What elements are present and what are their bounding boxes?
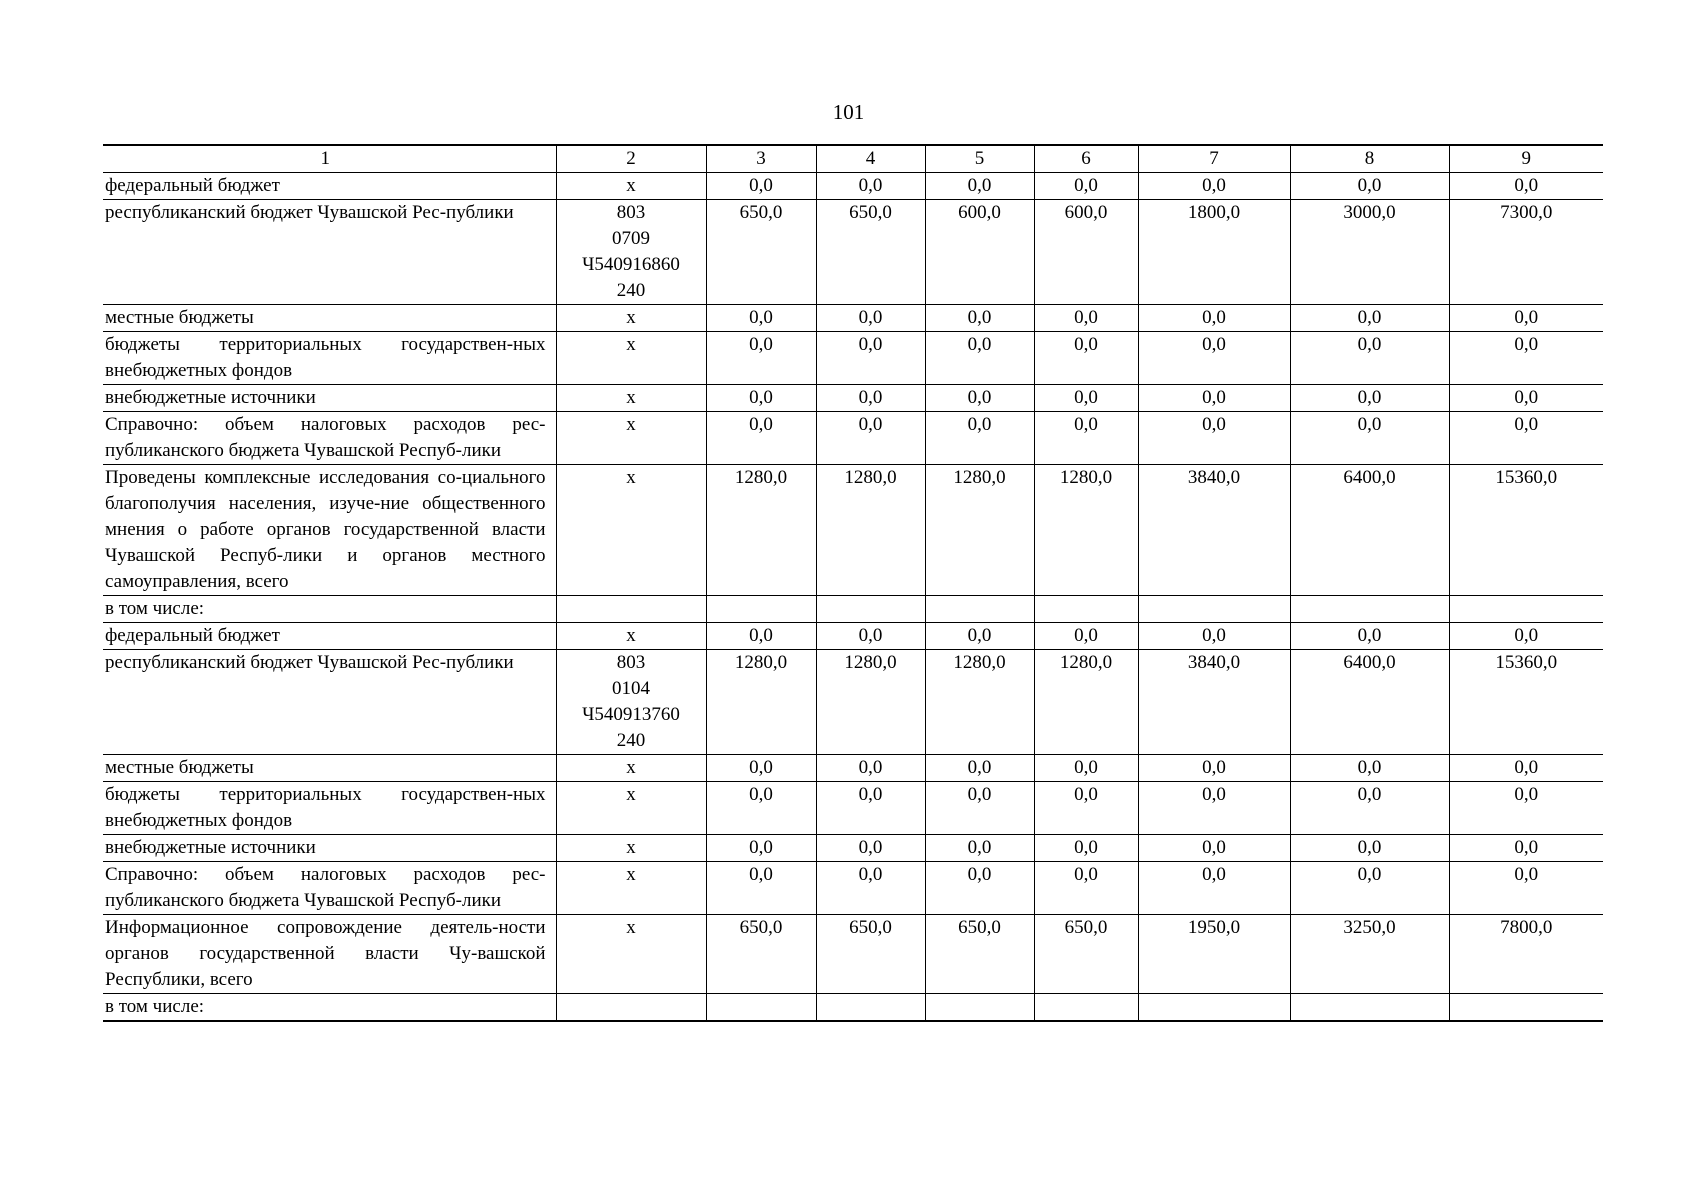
table-row	[103, 835, 1603, 862]
value-cell-col-8: 0,0	[1290, 782, 1449, 835]
value-cell-col-7: 0,0	[1138, 835, 1290, 862]
value-cell-col-5: 0,0	[925, 412, 1034, 465]
page-number: 101	[832, 100, 865, 124]
column-header-2: 2	[556, 145, 706, 173]
budget-code	[556, 305, 706, 332]
value-cell-col-6: 0,0	[1034, 755, 1138, 782]
value-cell-col-9: 0,0	[1449, 755, 1603, 782]
value-cell-col-8: 0,0	[1290, 835, 1449, 862]
column-header-6: 6	[1034, 145, 1138, 173]
value-cell-col-4: 0,0	[816, 332, 925, 385]
value-cell-col-6: 0,0	[1034, 623, 1138, 650]
value-cell-col-6: 0,0	[1034, 173, 1138, 200]
budget-code	[556, 623, 706, 650]
value-cell-col-4: 0,0	[816, 623, 925, 650]
value-cell-col-5: 0,0	[925, 835, 1034, 862]
value-cell-col-7	[1138, 994, 1290, 1022]
row-label: в том числе:	[103, 994, 556, 1022]
budget-code-line: x	[626, 837, 636, 858]
budget-code-line: 0709	[612, 228, 650, 249]
value-cell-col-9: 0,0	[1449, 332, 1603, 385]
value-cell-col-8: 0,0	[1290, 305, 1449, 332]
table-row	[103, 994, 1603, 1022]
table-row	[103, 385, 1603, 412]
table-row	[103, 782, 1603, 835]
value-cell-col-5: 1280,0	[925, 465, 1034, 596]
table-row	[103, 412, 1603, 465]
budget-code-line: 240	[616, 730, 646, 751]
value-cell-col-3: 0,0	[706, 835, 816, 862]
value-cell-col-5: 0,0	[925, 305, 1034, 332]
table-row	[103, 305, 1603, 332]
value-cell-col-9: 0,0	[1449, 173, 1603, 200]
value-cell-col-8	[1290, 994, 1449, 1022]
value-cell-col-6	[1034, 994, 1138, 1022]
budget-table	[103, 144, 1603, 1022]
column-header-9: 9	[1449, 145, 1603, 173]
value-cell-col-3: 0,0	[706, 305, 816, 332]
row-label: Информационное сопровождение деятель-ности органов государственной власти Чу-вашской Республики, всего	[103, 915, 556, 994]
value-cell-col-4: 650,0	[816, 200, 925, 305]
value-cell-col-5: 650,0	[925, 915, 1034, 994]
value-cell-col-8: 6400,0	[1290, 650, 1449, 755]
value-cell-col-5: 0,0	[925, 755, 1034, 782]
value-cell-col-9: 0,0	[1449, 305, 1603, 332]
value-cell-col-6: 650,0	[1034, 915, 1138, 994]
value-cell-col-4: 0,0	[816, 173, 925, 200]
value-cell-col-7: 0,0	[1138, 755, 1290, 782]
table-row	[103, 915, 1603, 994]
value-cell-col-3: 1280,0	[706, 465, 816, 596]
value-cell-col-3: 650,0	[706, 200, 816, 305]
value-cell-col-6: 0,0	[1034, 412, 1138, 465]
row-label: местные бюджеты	[103, 305, 556, 332]
column-header-5: 5	[925, 145, 1034, 173]
budget-code	[556, 782, 706, 835]
value-cell-col-3: 0,0	[706, 385, 816, 412]
budget-code-line: x	[626, 757, 636, 778]
value-cell-col-6: 0,0	[1034, 782, 1138, 835]
table-row	[103, 862, 1603, 915]
value-cell-col-6	[1034, 596, 1138, 623]
value-cell-col-3: 0,0	[706, 782, 816, 835]
budget-code-line: x	[626, 307, 636, 328]
value-cell-col-4: 0,0	[816, 862, 925, 915]
value-cell-col-5: 0,0	[925, 173, 1034, 200]
value-cell-col-5: 1280,0	[925, 650, 1034, 755]
header-row	[103, 145, 1603, 173]
table-row	[103, 200, 1603, 305]
value-cell-col-7: 0,0	[1138, 412, 1290, 465]
budget-code	[556, 385, 706, 412]
value-cell-col-7: 0,0	[1138, 385, 1290, 412]
row-label: бюджеты территориальных государствен-ных внебюджетных фондов	[103, 332, 556, 385]
budget-code	[556, 596, 706, 623]
value-cell-col-3	[706, 994, 816, 1022]
value-cell-col-4: 0,0	[816, 755, 925, 782]
budget-code-line: x	[626, 864, 636, 885]
row-label: республиканский бюджет Чувашской Рес-публики	[103, 200, 556, 305]
value-cell-col-9: 7300,0	[1449, 200, 1603, 305]
value-cell-col-6: 600,0	[1034, 200, 1138, 305]
value-cell-col-6: 0,0	[1034, 385, 1138, 412]
value-cell-col-7: 0,0	[1138, 332, 1290, 385]
value-cell-col-8: 0,0	[1290, 623, 1449, 650]
value-cell-col-4: 0,0	[816, 835, 925, 862]
value-cell-col-6: 1280,0	[1034, 465, 1138, 596]
budget-code	[556, 915, 706, 994]
value-cell-col-4: 0,0	[816, 385, 925, 412]
value-cell-col-7: 0,0	[1138, 305, 1290, 332]
value-cell-col-4	[816, 994, 925, 1022]
budget-code-line: x	[626, 467, 636, 488]
value-cell-col-9: 0,0	[1449, 385, 1603, 412]
value-cell-col-6: 0,0	[1034, 332, 1138, 385]
budget-code	[556, 465, 706, 596]
budget-code-line: 240	[616, 280, 646, 301]
value-cell-col-8: 0,0	[1290, 412, 1449, 465]
value-cell-col-7: 0,0	[1138, 173, 1290, 200]
value-cell-col-8: 0,0	[1290, 755, 1449, 782]
column-header-7: 7	[1138, 145, 1290, 173]
value-cell-col-5	[925, 994, 1034, 1022]
row-label: Справочно: объем налоговых расходов рес-публиканского бюджета Чувашской Респуб-лики	[103, 862, 556, 915]
value-cell-col-4: 0,0	[816, 782, 925, 835]
value-cell-col-4: 0,0	[816, 305, 925, 332]
value-cell-col-3: 0,0	[706, 173, 816, 200]
value-cell-col-3	[706, 596, 816, 623]
row-label: Справочно: объем налоговых расходов рес-публиканского бюджета Чувашской Респуб-лики	[103, 412, 556, 465]
value-cell-col-3: 650,0	[706, 915, 816, 994]
table-row	[103, 465, 1603, 596]
value-cell-col-9: 7800,0	[1449, 915, 1603, 994]
value-cell-col-8	[1290, 596, 1449, 623]
budget-code-line: x	[626, 625, 636, 646]
row-label: Проведены комплексные исследования со-циального благополучия населения, изуче-ние общественного мнения о работе органов государственной власти Чувашской Респуб-лики и органов местного самоуправления, всего	[103, 465, 556, 596]
value-cell-col-3: 0,0	[706, 412, 816, 465]
budget-code-line: Ч540916860	[582, 254, 680, 275]
value-cell-col-4: 1280,0	[816, 465, 925, 596]
value-cell-col-6: 0,0	[1034, 305, 1138, 332]
row-label: в том числе:	[103, 596, 556, 623]
value-cell-col-5: 600,0	[925, 200, 1034, 305]
row-label: республиканский бюджет Чувашской Рес-публики	[103, 650, 556, 755]
value-cell-col-9: 0,0	[1449, 835, 1603, 862]
value-cell-col-8: 3250,0	[1290, 915, 1449, 994]
value-cell-col-5: 0,0	[925, 332, 1034, 385]
budget-code	[556, 650, 706, 755]
table-row	[103, 173, 1603, 200]
budget-code	[556, 332, 706, 385]
value-cell-col-8: 0,0	[1290, 173, 1449, 200]
value-cell-col-7: 0,0	[1138, 782, 1290, 835]
value-cell-col-7: 3840,0	[1138, 465, 1290, 596]
row-label: местные бюджеты	[103, 755, 556, 782]
value-cell-col-8: 3000,0	[1290, 200, 1449, 305]
value-cell-col-3: 1280,0	[706, 650, 816, 755]
value-cell-col-8: 6400,0	[1290, 465, 1449, 596]
value-cell-col-3: 0,0	[706, 862, 816, 915]
value-cell-col-8: 0,0	[1290, 862, 1449, 915]
value-cell-col-3: 0,0	[706, 755, 816, 782]
value-cell-col-9	[1449, 994, 1603, 1022]
value-cell-col-5: 0,0	[925, 623, 1034, 650]
table-row	[103, 596, 1603, 623]
column-header-1: 1	[103, 145, 556, 173]
value-cell-col-4: 0,0	[816, 412, 925, 465]
row-label: внебюджетные источники	[103, 385, 556, 412]
value-cell-col-6: 0,0	[1034, 835, 1138, 862]
budget-code-line: x	[626, 414, 636, 435]
column-header-8: 8	[1290, 145, 1449, 173]
budget-code-line: x	[626, 334, 636, 355]
budget-code	[556, 173, 706, 200]
value-cell-col-4: 1280,0	[816, 650, 925, 755]
budget-code	[556, 200, 706, 305]
table-body	[103, 145, 1603, 1021]
budget-code-line: x	[626, 917, 636, 938]
row-label: федеральный бюджет	[103, 173, 556, 200]
budget-code	[556, 862, 706, 915]
value-cell-col-5	[925, 596, 1034, 623]
row-label: бюджеты территориальных государствен-ных внебюджетных фондов	[103, 782, 556, 835]
value-cell-col-9: 0,0	[1449, 862, 1603, 915]
table-row	[103, 623, 1603, 650]
table-row	[103, 755, 1603, 782]
value-cell-col-5: 0,0	[925, 862, 1034, 915]
budget-code	[556, 755, 706, 782]
value-cell-col-4	[816, 596, 925, 623]
value-cell-col-9	[1449, 596, 1603, 623]
budget-code	[556, 835, 706, 862]
value-cell-col-7	[1138, 596, 1290, 623]
value-cell-col-7: 1950,0	[1138, 915, 1290, 994]
table-row	[103, 650, 1603, 755]
value-cell-col-7: 0,0	[1138, 862, 1290, 915]
value-cell-col-9: 0,0	[1449, 623, 1603, 650]
column-header-3: 3	[706, 145, 816, 173]
value-cell-col-9: 0,0	[1449, 782, 1603, 835]
value-cell-col-5: 0,0	[925, 385, 1034, 412]
row-label: федеральный бюджет	[103, 623, 556, 650]
value-cell-col-9: 0,0	[1449, 412, 1603, 465]
value-cell-col-8: 0,0	[1290, 385, 1449, 412]
value-cell-col-3: 0,0	[706, 623, 816, 650]
value-cell-col-4: 650,0	[816, 915, 925, 994]
value-cell-col-7: 1800,0	[1138, 200, 1290, 305]
value-cell-col-7: 3840,0	[1138, 650, 1290, 755]
value-cell-col-7: 0,0	[1138, 623, 1290, 650]
value-cell-col-6: 0,0	[1034, 862, 1138, 915]
budget-code	[556, 412, 706, 465]
value-cell-col-6: 1280,0	[1034, 650, 1138, 755]
value-cell-col-5: 0,0	[925, 782, 1034, 835]
budget-code-line: 803	[616, 202, 646, 223]
value-cell-col-9: 15360,0	[1449, 465, 1603, 596]
budget-code-line: x	[626, 175, 636, 196]
budget-code	[556, 994, 706, 1022]
row-label: внебюджетные источники	[103, 835, 556, 862]
value-cell-col-3: 0,0	[706, 332, 816, 385]
table-row	[103, 332, 1603, 385]
budget-code-line: 803	[616, 652, 646, 673]
value-cell-col-9: 15360,0	[1449, 650, 1603, 755]
budget-code-line: x	[626, 387, 636, 408]
value-cell-col-8: 0,0	[1290, 332, 1449, 385]
column-header-4: 4	[816, 145, 925, 173]
budget-code-line: Ч540913760	[582, 704, 680, 725]
budget-code-line: 0104	[612, 678, 650, 699]
budget-code-line: x	[626, 784, 636, 805]
